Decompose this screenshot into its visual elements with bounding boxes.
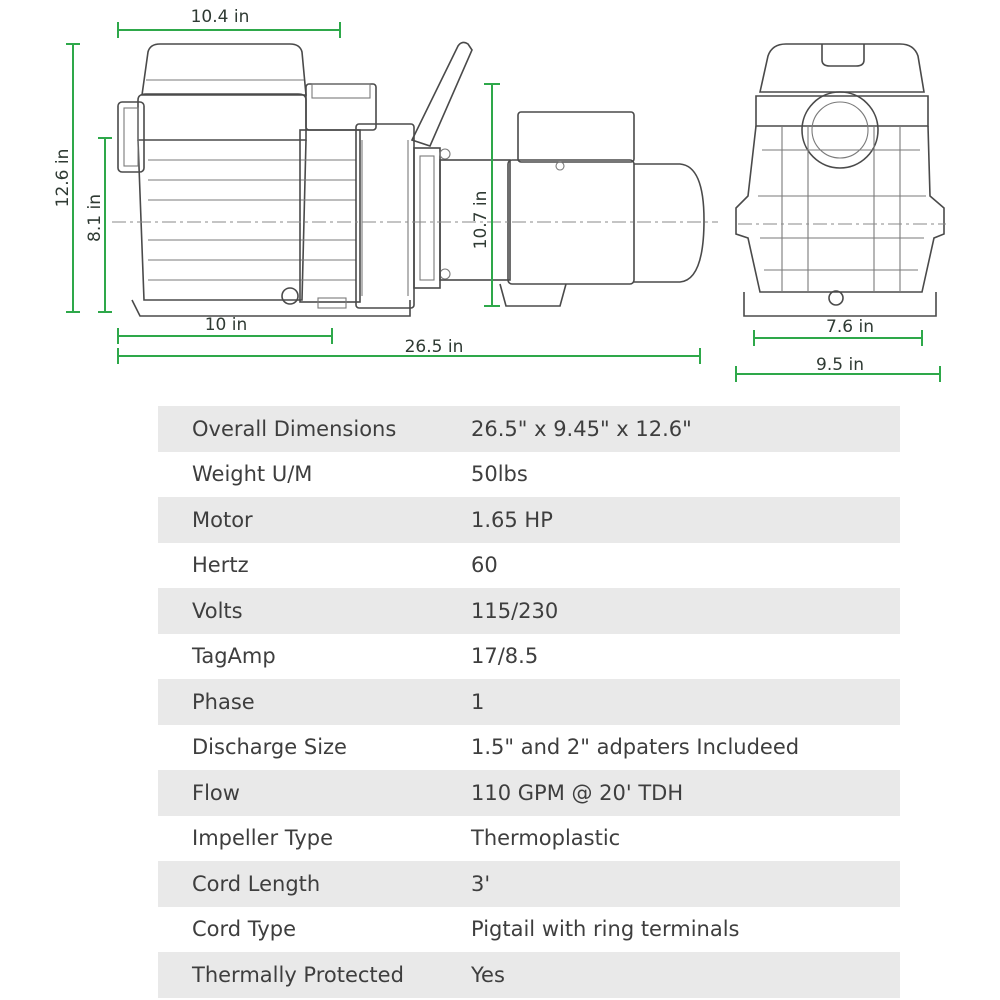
spec-value: 1.65 HP xyxy=(471,507,553,532)
spec-value: 1 xyxy=(471,689,485,714)
spec-label: Cord Type xyxy=(192,917,297,942)
spec-label: Phase xyxy=(192,689,255,714)
spec-row xyxy=(158,588,900,634)
spec-label: Overall Dimensions xyxy=(192,416,397,441)
dim-front-base: 7.6 in xyxy=(826,317,874,337)
spec-value: 3' xyxy=(471,871,491,896)
spec-row xyxy=(158,497,900,543)
pump-front-view xyxy=(736,44,946,316)
spec-row xyxy=(158,406,900,452)
spec-value: 1.5" and 2" adpaters Includeed xyxy=(471,735,800,760)
spec-row xyxy=(158,952,900,998)
spec-value: 17/8.5 xyxy=(471,644,539,669)
spec-value: Pigtail with ring terminals xyxy=(471,917,740,942)
spec-label: Impeller Type xyxy=(192,826,334,851)
spec-label: Weight U/M xyxy=(192,462,313,487)
spec-row xyxy=(158,543,900,589)
spec-label: Motor xyxy=(192,507,253,532)
pump-dimension-diagram xyxy=(0,0,1000,400)
spec-value: Thermoplastic xyxy=(471,826,621,851)
pump-side-view xyxy=(112,42,718,316)
dimension-lines xyxy=(66,22,940,382)
spec-value: 60 xyxy=(471,553,498,578)
spec-row xyxy=(158,634,900,680)
spec-value: Yes xyxy=(471,962,505,987)
dim-width-top: 10.4 in xyxy=(190,7,250,27)
spec-label: Hertz xyxy=(192,553,249,578)
dim-motor-height: 10.7 in xyxy=(471,190,491,250)
dim-front-width: 9.5 in xyxy=(816,355,864,375)
spec-label: Thermally Protected xyxy=(192,962,404,987)
spec-row xyxy=(158,770,900,816)
spec-row xyxy=(158,861,900,907)
spec-value: 110 GPM @ 20' TDH xyxy=(471,780,684,805)
dim-height-total: 12.6 in xyxy=(53,148,73,208)
spec-label: Cord Length xyxy=(192,871,321,896)
spec-row xyxy=(158,816,900,862)
spec-label: Volts xyxy=(192,598,243,623)
spec-row xyxy=(158,452,900,498)
spec-label: Flow xyxy=(192,780,240,805)
spec-label: TagAmp xyxy=(192,644,276,669)
spec-row xyxy=(158,679,900,725)
spec-value: 115/230 xyxy=(471,598,559,623)
spec-value: 50lbs xyxy=(471,462,528,487)
dim-base-length: 10 in xyxy=(204,315,248,335)
spec-row xyxy=(158,907,900,953)
dim-height-body: 8.1 in xyxy=(85,194,105,242)
spec-label: Discharge Size xyxy=(192,735,347,760)
spec-row xyxy=(158,725,900,771)
spec-value: 26.5" x 9.45" x 12.6" xyxy=(471,416,692,441)
spec-table xyxy=(158,406,900,998)
dim-overall-length: 26.5 in xyxy=(404,337,464,357)
